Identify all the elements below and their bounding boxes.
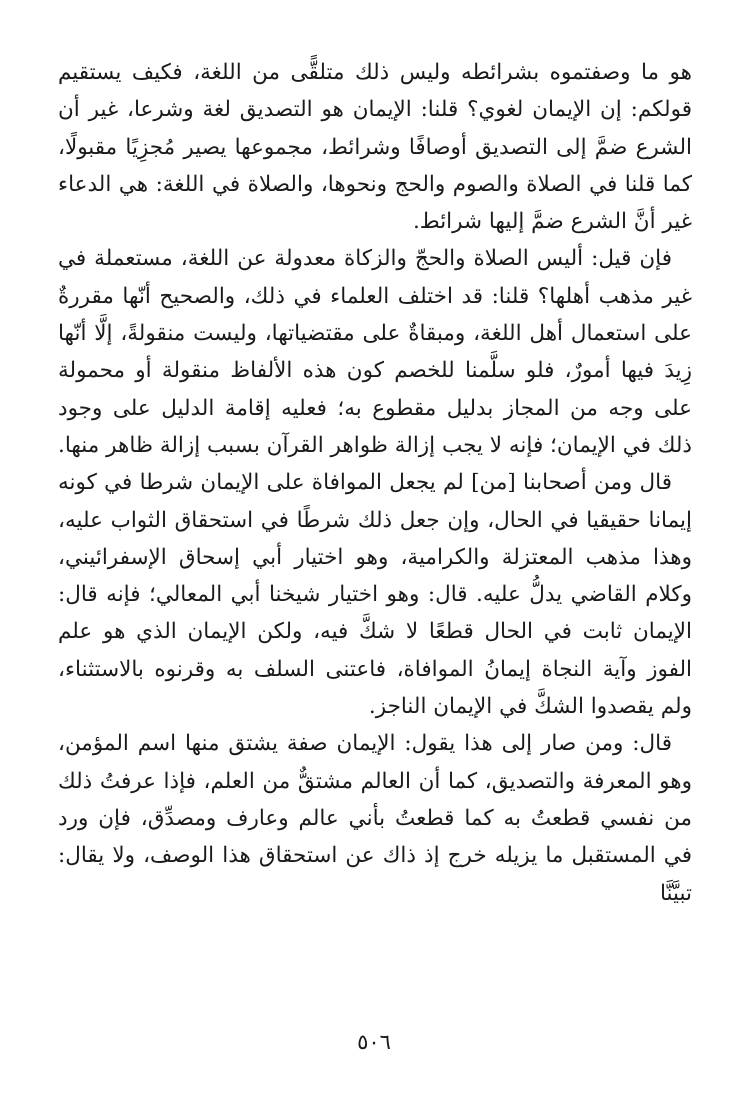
paragraph-3: قال ومن أصحابنا [من] لم يجعل الموافاة على الإيمان شرطا في كونه إيمانا حقيقيا في الحال، وإن جعل ذلك شرطًا في استحقاق الثواب عليه، وهذا مذهب المعتزلة والكرامية، وهو اختيار أبي إسحاق الإسفرائيني، وكلام القاضي يدلُّ عليه. قال: وهو اختيار شيخنا أبي المعالي؛ فإنه قال: الإيمان ثابت في الحال قطعًا لا شكَّ فيه، ولكن الإيمان الذي هو علم الفوز وآية النجاة إيمانُ الموافاة، فاعتنى السلف به وقرنوه بالاستثناء، ولم يقصدوا الشكَّ في الإيمان الناجز. [58, 470, 692, 720]
paragraph-4: قال: ومن صار إلى هذا يقول: الإيمان صفة يشتق منها اسم المؤمن، وهو المعرفة والتصديق، كما أن العالم مشتقٌّ من العلم، فإذا عرفتُ ذلك من نفسي قطعتُ به كما قطعتُ بأني عالم وعارف ومصدِّق، فإن ورد في المستقبل ما يزيله خرج إذ ذاك عن استحقاق هذا الوصف، ولا يقال: تبيَّنَّا [58, 731, 692, 906]
page-number: ٥٠٦ [357, 1030, 391, 1054]
body-text [58, 54, 692, 912]
paragraph-2: فإن قيل: أليس الصلاة والحجّ والزكاة معدولة عن اللغة، مستعملة في غير مذهب أهلها؟ قلنا: قد اختلف العلماء في ذلك، والصحيح أنّها مقررةٌ على استعمال أهل اللغة، ومبقاةٌ على مقتضياتها، وليست منقولةً، إلَّا أنّها زِيدَ فيها أمورٌ، فلو سلَّمنا للخصم كون هذه الألفاظ منقولة أو محمولة على وجه من المجاز بدليل مقطوع به؛ فعليه إقامة الدليل على وجود ذلك في الإيمان؛ فإنه لا يجب إزالة ظواهر القرآن بسبب إزالة ظاهر منها. [57, 246, 692, 458]
paragraph-1: هو ما وصفتموه بشرائطه وليس ذلك متلقًّى من اللغة، فكيف يستقيم قولكم: إن الإيمان لغوي؟ قلنا: الإيمان هو التصديق لغة وشرعا، غير أن الشرع ضمَّ إلى التصديق أوصافًا وشرائط، مجموعها يصير مُجزِيًا مقبولًا، كما قلنا في الصلاة والصوم والحج ونحوها، والصلاة في اللغة: هي الدعاء غير أنَّ الشرع ضمَّ إليها شرائط. [58, 60, 692, 235]
